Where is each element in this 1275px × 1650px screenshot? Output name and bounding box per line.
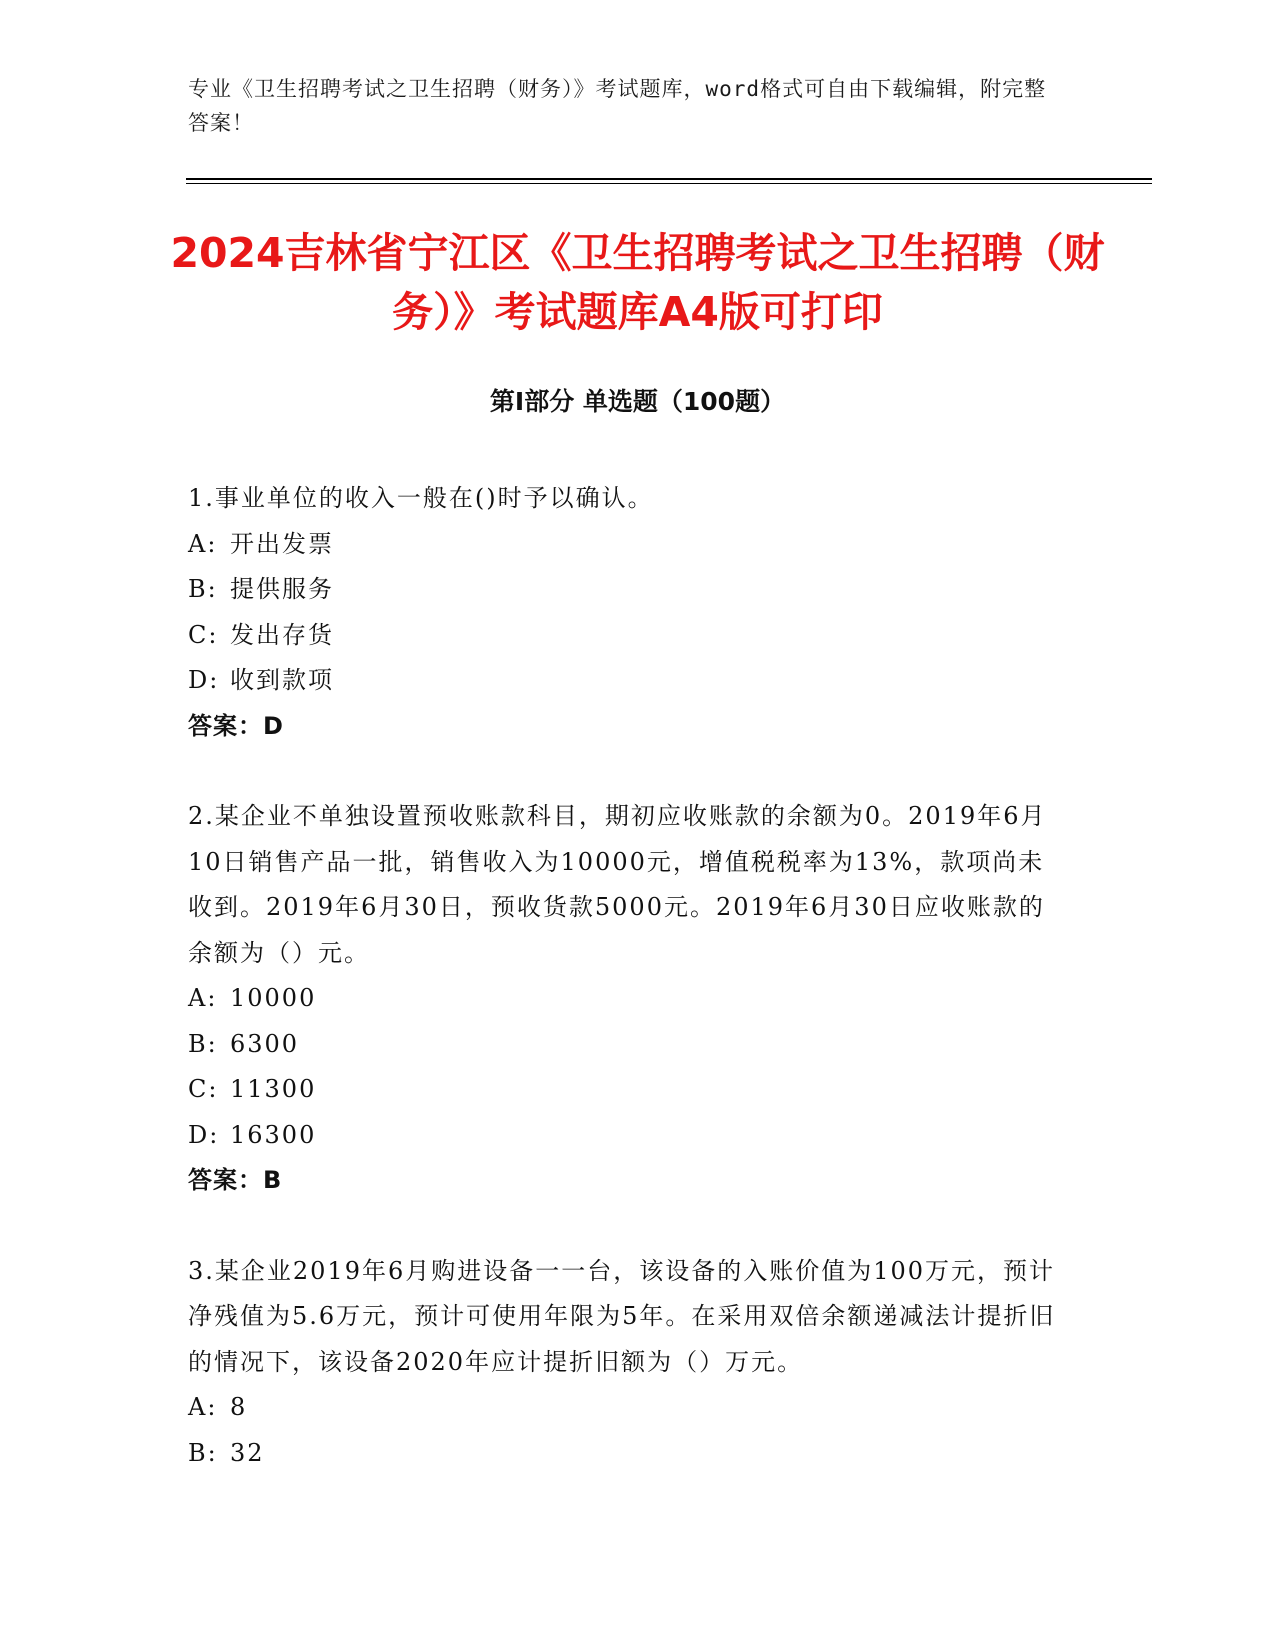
option-key: C: bbox=[188, 620, 219, 649]
option-a bbox=[188, 522, 1068, 568]
option-text: 16300 bbox=[230, 1120, 317, 1149]
option-text: 6300 bbox=[230, 1029, 300, 1058]
header-rule-thick bbox=[186, 178, 1152, 180]
option-key: C: bbox=[188, 1075, 219, 1103]
option-c bbox=[188, 613, 1068, 659]
option-text: 发出存货 bbox=[230, 620, 334, 649]
option-text: 开出发票 bbox=[230, 529, 334, 558]
option-key: B: bbox=[188, 575, 218, 603]
header-note: 专业《卫生招聘考试之卫生招聘（财务）》考试题库，word格式可自由下载编辑，附完整答案！ bbox=[188, 77, 1047, 135]
option-text: 8 bbox=[230, 1393, 248, 1421]
option-key: D: bbox=[188, 666, 220, 694]
option-key: A: bbox=[188, 1393, 218, 1421]
option-key: A: bbox=[188, 984, 218, 1012]
option-b bbox=[188, 567, 1068, 613]
option-text: 11300 bbox=[230, 1075, 317, 1103]
option-a bbox=[188, 1385, 1068, 1431]
question-stem: 1.事业单位的收入一般在()时予以确认。 bbox=[188, 484, 654, 512]
option-key: B: bbox=[188, 1029, 218, 1058]
header-rule-thin bbox=[186, 183, 1152, 184]
question-stem: 3.某企业2019年6月购进设备一一台，该设备的入账价值为100万元，预计净残值为5.6万元，预计可使用年限为5年。在采用双倍余额递减法计提折旧的情况下，该设备2020年应计提折旧额为（）万元。 bbox=[188, 1256, 1056, 1376]
document-title: 2024吉林省宁江区《卫生招聘考试之卫生招聘（财务）》考试题库A4版可打印 bbox=[170, 229, 1105, 336]
option-text: 32 bbox=[230, 1438, 265, 1467]
answer-label: 答案：D bbox=[188, 711, 284, 740]
answer-label: 答案：B bbox=[188, 1166, 283, 1194]
option-text: 提供服务 bbox=[230, 575, 334, 603]
option-key: B: bbox=[188, 1438, 218, 1467]
question-list bbox=[188, 476, 1068, 1521]
question-stem: 2.某企业不单独设置预收账款科目，期初应收账款的余额为0。2019年6月10日销售产品一批，销售收入为10000元，增值税税率为13%，款项尚未收到。2019年6月30日，预收货款5000元。2019年6月30日应收账款的余额为（）元。 bbox=[188, 802, 1047, 967]
question-1 bbox=[188, 476, 1068, 749]
option-d bbox=[188, 1113, 1068, 1159]
question-2 bbox=[188, 794, 1068, 1204]
question-3 bbox=[188, 1249, 1068, 1477]
option-text: 10000 bbox=[230, 984, 317, 1012]
option-a bbox=[188, 976, 1068, 1022]
section-title: 第I部分 单选题（100题） bbox=[489, 387, 786, 416]
option-key: D: bbox=[188, 1120, 220, 1149]
option-text: 收到款项 bbox=[230, 666, 334, 694]
option-b bbox=[188, 1431, 1068, 1477]
option-b bbox=[188, 1022, 1068, 1068]
option-d bbox=[188, 658, 1068, 704]
option-key: A: bbox=[188, 529, 218, 558]
option-c bbox=[188, 1067, 1068, 1113]
